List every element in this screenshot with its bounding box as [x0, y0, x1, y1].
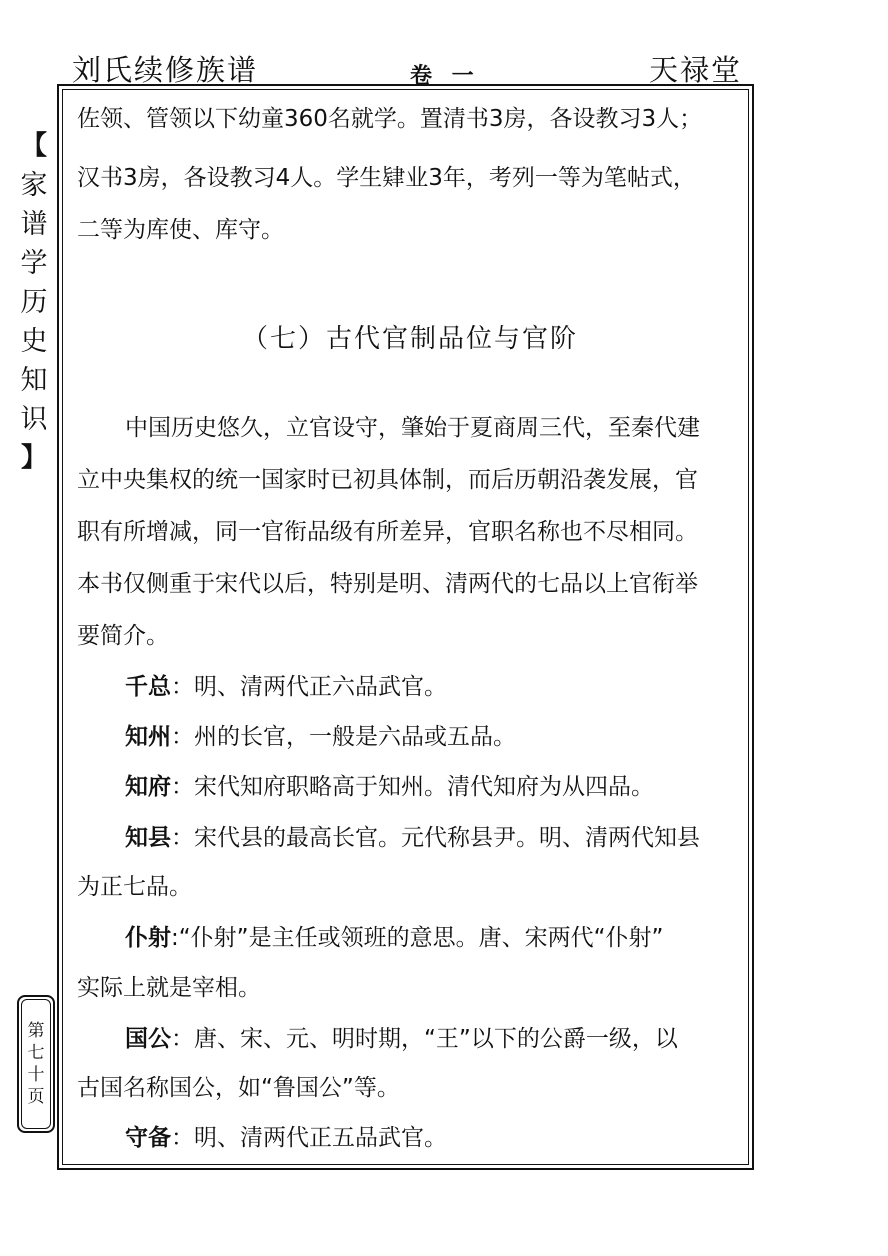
page-number-char: 页 [27, 1087, 45, 1107]
side-char: 学 [20, 248, 48, 279]
entry-term: 仆射 [125, 925, 171, 951]
side-char: 知 [20, 365, 48, 396]
paragraph-line: 立中央集权的统一国家时已初具体制，而后历朝沿袭发展，官 [77, 467, 698, 493]
entry-line [125, 1024, 678, 1054]
side-close-bracket: 】 [20, 443, 47, 473]
entry-continuation: 古国名称国公，如“鲁国公”等。 [77, 1075, 400, 1101]
entry-text: ：宋代知府职略高于知州。清代知府为从四品。 [171, 774, 654, 800]
entry-text: :“仆射”是主任或领班的意思。唐、宋两代“仆射” [171, 925, 664, 951]
side-char: 谱 [20, 209, 48, 240]
entry-line [125, 823, 700, 853]
page-number-char: 第 [27, 1021, 45, 1041]
page-number [21, 1020, 51, 1108]
side-open-bracket: 【 [20, 131, 47, 161]
paragraph-line: 职有所增减，同一官衔品级有所差异，官职名称也不尽相同。 [77, 519, 698, 545]
entry-term: 知州 [125, 724, 171, 750]
entry-line [125, 772, 654, 802]
side-char: 家 [20, 170, 48, 201]
intro-line: 佐领、管领以下幼童360名就学。置清书3房，各设教习3人； [77, 106, 703, 132]
entry-term: 千总 [125, 674, 171, 700]
entry-text: ：明、清两代正五品武官。 [171, 1125, 447, 1151]
entry-text: ：明、清两代正六品武官。 [171, 674, 447, 700]
side-section-title [14, 127, 54, 478]
entry-term: 国公 [125, 1026, 171, 1052]
entry-continuation: 实际上就是宰相。 [77, 975, 261, 1001]
entry-term: 知府 [125, 774, 171, 800]
entry-continuation: 为正七品。 [77, 874, 192, 900]
entry-line [125, 923, 663, 953]
entry-text: ：州的长官，一般是六品或五品。 [171, 724, 516, 750]
section-heading: （七）古代官制品位与官阶 [242, 324, 579, 354]
side-char: 历 [20, 287, 48, 318]
header-volume: 卷 一 [410, 63, 480, 89]
paragraph-line: 中国历史悠久，立官设守，肇始于夏商周三代，至秦代建 [125, 415, 700, 441]
entry-term: 守备 [125, 1125, 171, 1151]
side-char: 史 [20, 326, 48, 357]
paragraph-line: 要简介。 [77, 623, 169, 649]
side-char: 识 [20, 404, 48, 435]
intro-line: 汉书3房，各设教习4人。学生肄业3年，考列一等为笔帖式， [77, 165, 696, 191]
page-number-char: 十 [27, 1065, 45, 1085]
entry-line [125, 1123, 447, 1153]
header-hall-name: 天禄堂 [648, 53, 742, 87]
intro-line: 二等为库使、库守。 [77, 217, 284, 243]
entry-term: 知县 [125, 825, 171, 851]
entry-line [125, 672, 447, 702]
page-number-char: 七 [27, 1043, 45, 1063]
entry-text: ：唐、宋、元、明时期，“王”以下的公爵一级，以 [171, 1026, 678, 1052]
entry-text: ：宋代县的最高长官。元代称县尹。明、清两代知县 [171, 825, 700, 851]
header-clan-title: 刘氏续修族谱 [72, 53, 259, 87]
entry-line [125, 722, 516, 752]
paragraph-line: 本书仅侧重于宋代以后，特别是明、清两代的七品以上官衔举 [77, 571, 698, 597]
